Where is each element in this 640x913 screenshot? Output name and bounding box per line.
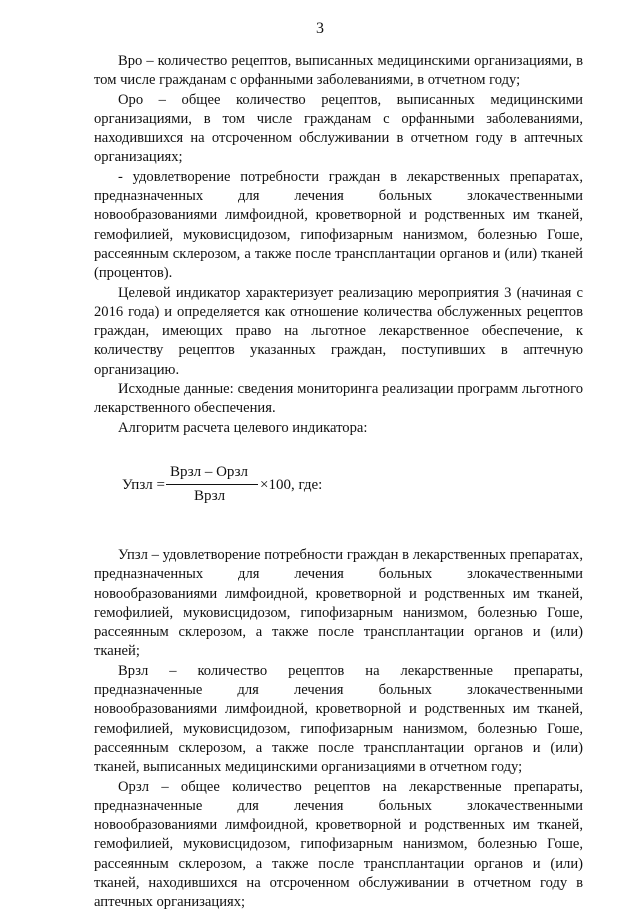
paragraph-vro-definition: Вро – количество рецептов, выписанных медицинскими организациями, в том числе гражданам с орфанными заболеваниями, в отчетном году; <box>94 53 583 89</box>
fraction-bar <box>166 484 258 485</box>
document-body <box>94 52 583 913</box>
paragraph-indicator-title: - удовлетворение потребности граждан в лекарственных препаратах, предназначенных для лечения больных злокачественными новообразованиями лимфоидной, кроветворной и родственных им тканей, гемофилией, муковисцидозом, гипофизарным нанизмом, болезнью Гоше, рассеянным склерозом, а также после трансплантации органов и (или) тканей (процентов). <box>94 168 583 282</box>
spacer <box>94 528 583 546</box>
paragraph-oro-definition: Оро – общее количество рецептов, выписанных медицинскими организациями, в том числе гражданам с орфанными заболеваниями, находившихся на отсроченном обслуживании в отчетном году в аптечных организациях; <box>94 91 583 166</box>
paragraph-vrzl-definition: Врзл – количество рецептов на лекарственные препараты, предназначенные для лечения больных злокачественными новообразованиями лимфоидной, кроветворной и родственных им тканей, гемофилией, муковисцидозом, гипофизарным нанизмом, болезнью Гоше, рассеянным склерозом, а также после трансплантации органов и (или) тканей, выписанных медицинскими организациями в отчетном году; <box>94 662 583 776</box>
formula-denominator: Врзл <box>194 487 226 504</box>
formula-numerator: Врзл – Орзл <box>170 463 249 480</box>
page-number: 3 <box>316 20 324 37</box>
paragraph-source-data: Исходные данные: сведения мониторинга реализации программ льготного лекарственного обеспечения. <box>94 381 583 417</box>
paragraph-orzl-definition: Орзл – общее количество рецептов на лекарственные препараты, предназначенные для лечения больных злокачественными новообразованиями лимфоидной, кроветворной и родственных им тканей, гемофилией, муковисцидозом, гипофизарным нанизмом, болезнью Гоше, рассеянным склерозом, а также после трансплантации органов и (или) тканей, находившихся на отсроченном обслуживании в отчетном году в аптечных организациях; <box>94 778 583 911</box>
paragraph-algorithm-heading: Алгоритм расчета целевого индикатора: <box>118 419 368 436</box>
formula-lhs: Упзл = <box>122 476 165 493</box>
paragraph-indicator-description: Целевой индикатор характеризует реализацию мероприятия 3 (начиная с 2016 года) и определяется как отношение количества обслуженных рецептов граждан, имеющих право на льготное лекарственное обеспечение, к количеству рецептов указанных граждан, поступивших в аптечную организацию. <box>94 284 583 378</box>
formula <box>94 454 583 518</box>
formula-rhs: ×100, где: <box>260 476 323 493</box>
paragraph-upzl-definition: Упзл – удовлетворение потребности граждан в лекарственных препаратах, предназначенных для лечения больных злокачественными новообразованиями лимфоидной, кроветворной и родственных им тканей, гемофилией, муковисцидозом, гипофизарным нанизмом, болезнью Гоше, рассеянным склерозом, а также после трансплантации органов и (или) тканей; <box>94 546 583 660</box>
